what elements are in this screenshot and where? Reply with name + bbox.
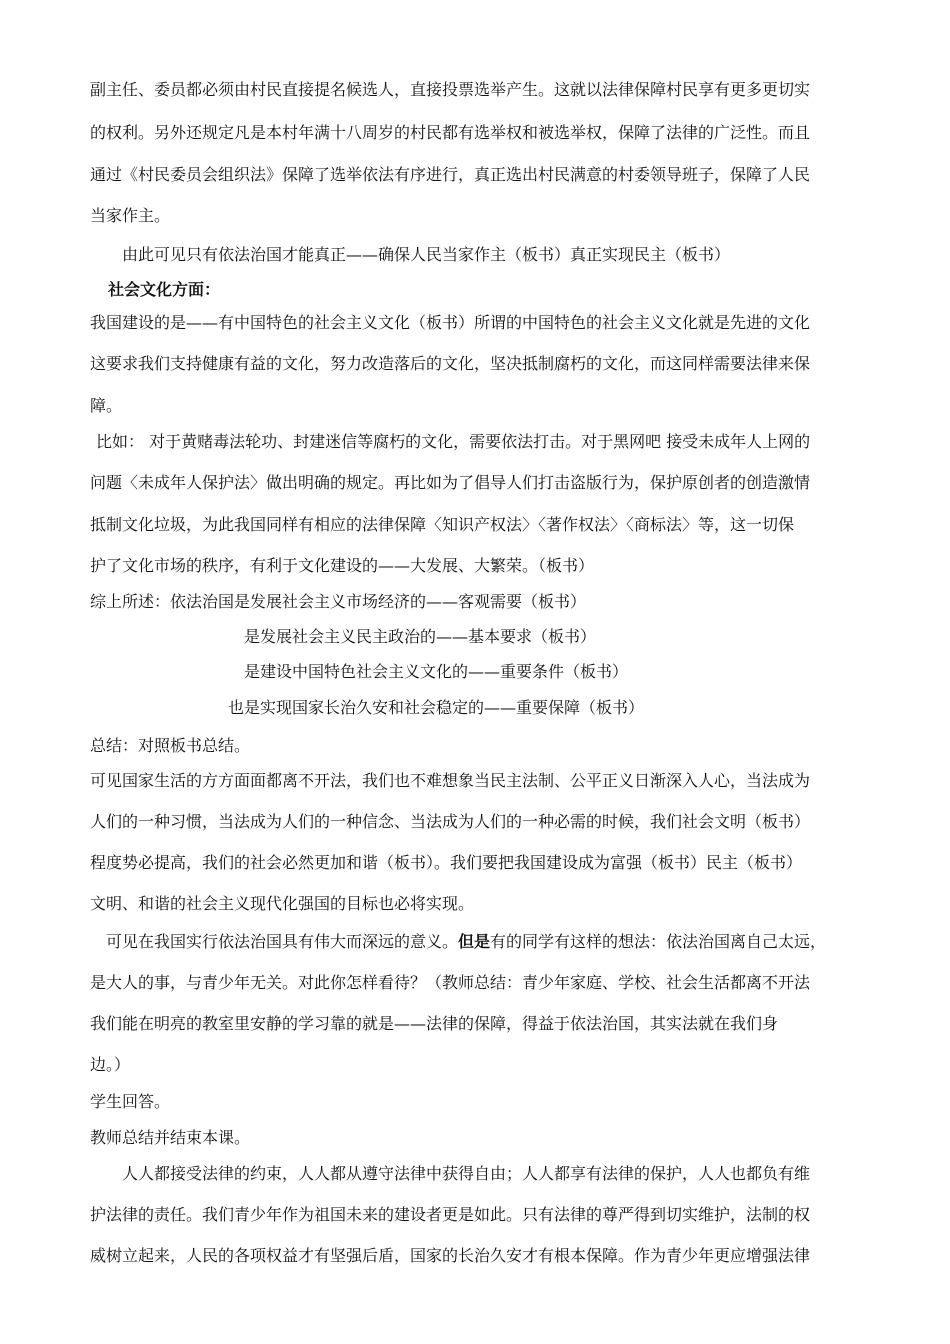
text-line: 当家作主。 [90, 206, 171, 225]
text-line: 由此可见只有依法治国才能真正——确保人民当家作主（板书）真正实现民主（板书） [122, 245, 731, 264]
text-line: 综上所述：依法治国是发展社会主义市场经济的——客观需要（板书） [90, 592, 587, 611]
text-line: 比如： 对于黄赌毒法轮功、封建迷信等腐朽的文化，需要依法打击。对于黑网吧 接受未成年人上网的 [96, 432, 811, 451]
text-line: 是大人的事，与青少年无关。对此你怎样看待？（教师总结：青少年家庭、学校、社会生活都离不开法 [90, 973, 811, 992]
text-line: 文明、和谐的社会主义现代化强国的目标也必将实现。 [90, 894, 475, 913]
text-line: 人们的一种习惯，当法成为人们的一种信念、当法成为人们的一种必需的时候，我们社会文明（板书） [90, 812, 811, 831]
text-span: 可见在我国实行依法治国具有伟大而深远的意义。 [106, 932, 459, 951]
text-line: 威树立起来，人民的各项权益才有坚强后盾，国家的长治久安才有根本保障。作为青少年更应增强法律 [90, 1246, 811, 1265]
text-line: 问题〈未成年人保护法〉做出明确的规定。再比如为了倡导人们打击盗版行为，保护原创者的创造激情 [90, 473, 811, 492]
text-line: 障。 [90, 396, 123, 415]
text-line: 这要求我们支持健康有益的文化，努力改造落后的文化，坚决抵制腐朽的文化，而这同样需要法律来保 [90, 354, 811, 373]
text-line: 护了文化市场的秩序，有利于文化建设的——大发展、大繁荣。（板书） [90, 556, 595, 575]
text-line [106, 932, 886, 952]
text-span: 有的同学有这样的想法：依法治国离自己太远， [490, 932, 827, 951]
section-heading: 社会文化方面： [108, 280, 221, 299]
text-line: 学生回答。 [90, 1092, 171, 1111]
text-line: 护法律的责任。我们青少年作为祖国未来的建设者更是如此。只有法律的尊严得到切实维护，法制的权 [90, 1205, 811, 1224]
text-line: 通过《村民委员会组织法》保障了选举依法有序进行，真正选出村民满意的村委领导班子，保障了人民 [90, 165, 811, 184]
text-line: 我国建设的是——有中国特色的社会主义文化（板书）所谓的中国特色的社会主义文化就是先进的文化 [90, 313, 811, 332]
text-line: 抵制文化垃圾，为此我国同样有相应的法律保障〈知识产权法〉〈著作权法〉〈商标法〉等，这一切保 [90, 515, 795, 534]
text-line: 总结：对照板书总结。 [90, 736, 251, 755]
text-line: 可见国家生活的方方面面都离不开法，我们也不难想象当民主法制、公平正义日渐深入人心，当法成为 [90, 771, 811, 790]
text-line: 副主任、委员都必须由村民直接提名候选人，直接投票选举产生。这就以法律保障村民享有更多更切实 [90, 80, 811, 99]
text-line: 人人都接受法律的约束，人人都从遵守法律中获得自由；人人都享有法律的保护，人人也都负有维 [122, 1164, 811, 1183]
text-line: 是建设中国特色社会主义文化的——重要条件（板书） [244, 662, 629, 681]
text-line: 边。） [90, 1055, 131, 1074]
emphasis-text: 但是 [458, 932, 491, 951]
text-line: 的权利。另外还规定凡是本村年满十八周岁的村民都有选举权和被选举权，保障了法律的广泛性。而且 [90, 123, 811, 142]
text-line: 是发展社会主义民主政治的——基本要求（板书） [244, 627, 597, 646]
text-line: 我们能在明亮的教室里安静的学习靠的就是——法律的保障，得益于依法治国，其实法就在我们身 [90, 1014, 779, 1033]
text-line: 教师总结并结束本课。 [90, 1128, 251, 1147]
text-line: 也是实现国家长治久安和社会稳定的——重要保障（板书） [228, 698, 645, 717]
text-line: 程度势必提高，我们的社会必然更加和谐（板书）。我们要把我国建设成为富强（板书）民主（板书） [90, 853, 803, 872]
